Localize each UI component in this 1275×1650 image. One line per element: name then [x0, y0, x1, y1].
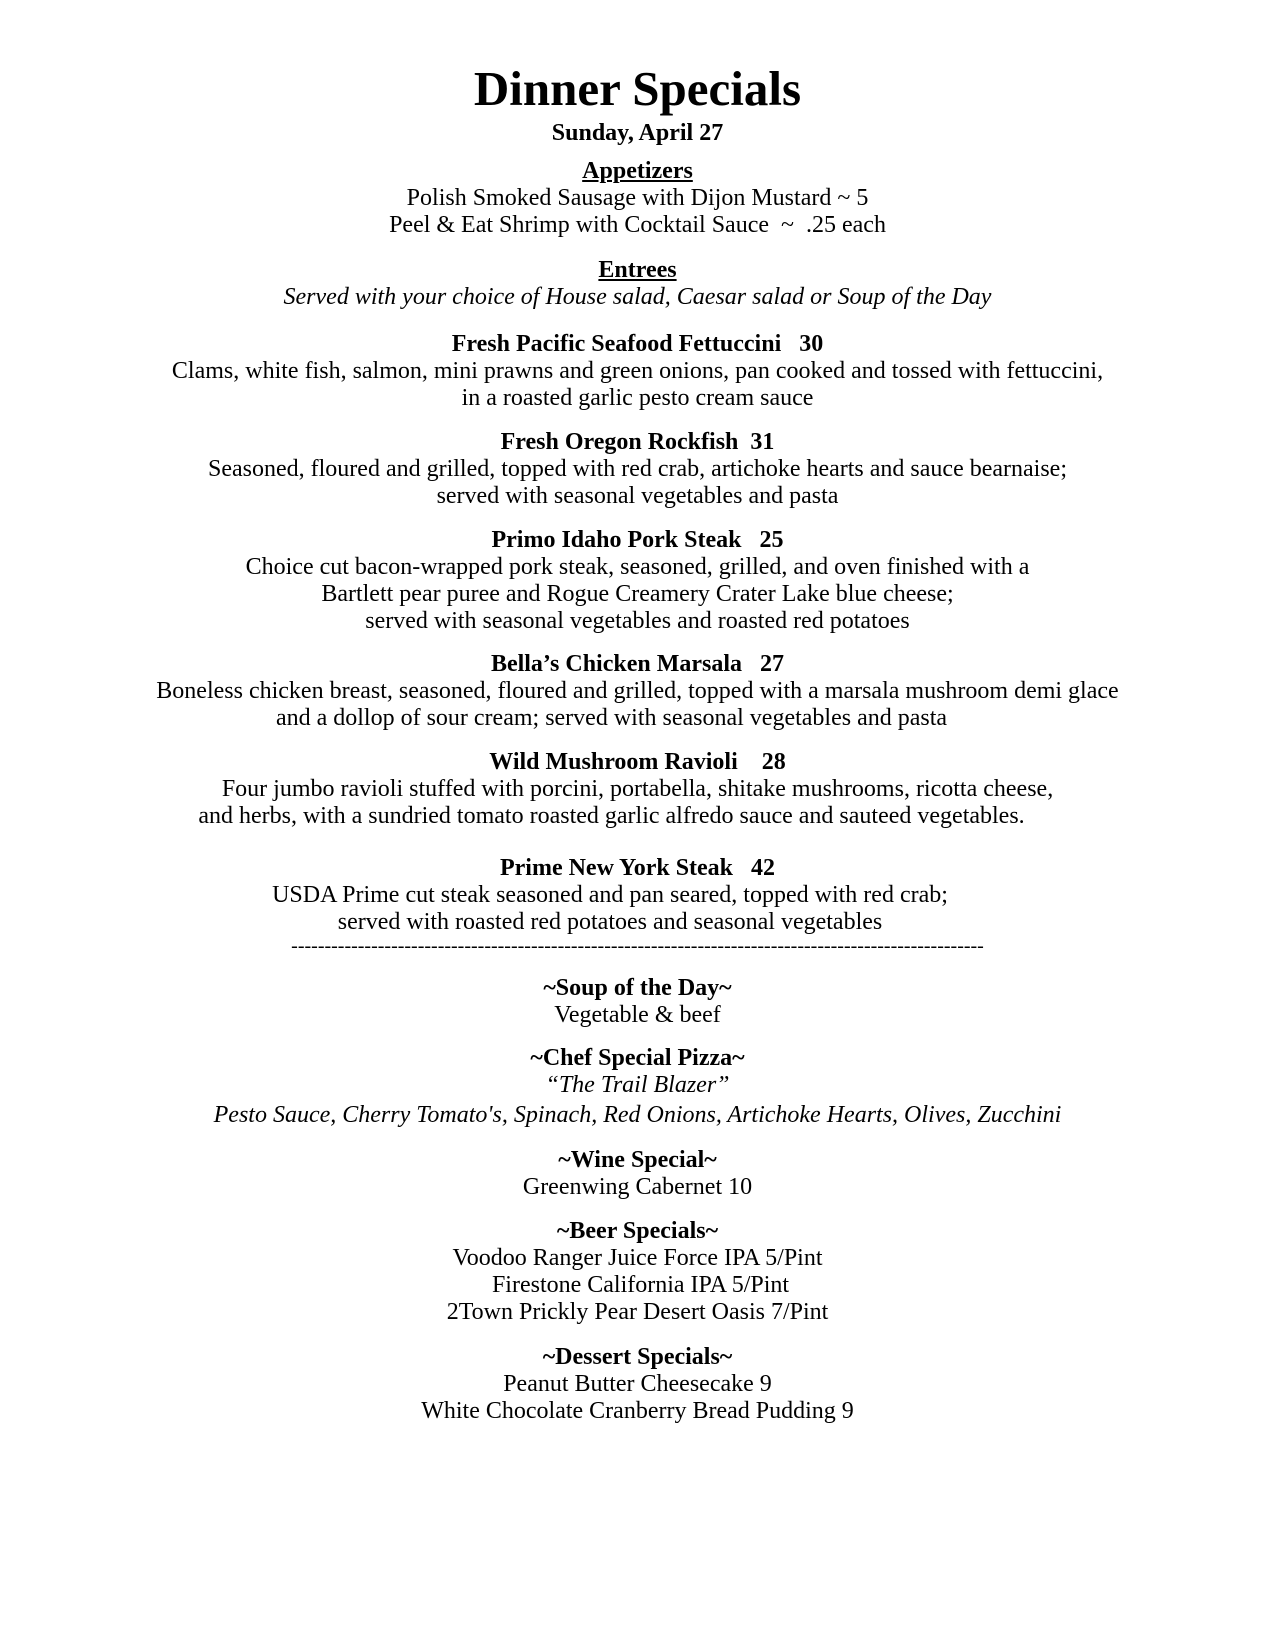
appetizers-heading: Appetizers: [582, 158, 693, 184]
entree-description: served with roasted red potatoes and seasonal vegetables: [337, 909, 883, 935]
menu-date: Sunday, April 27: [551, 120, 724, 146]
dessert-heading: ~Dessert Specials~: [542, 1344, 733, 1370]
page-title: Dinner Specials: [473, 61, 802, 116]
section-divider: --------------------------------------------------------------------------------------------------------: [291, 935, 984, 957]
entrees-note: Served with your choice of House salad, Caesar salad or Soup of the Day: [283, 284, 992, 310]
pizza-heading: ~Chef Special Pizza~: [530, 1045, 745, 1071]
beer-item: Firestone California IPA 5/Pint: [485, 1272, 790, 1298]
entree-description: Four jumbo ravioli stuffed with porcini, portabella, shitake mushrooms, ricotta cheese,: [221, 776, 1054, 802]
pizza-name: “The Trail Blazer”: [545, 1072, 730, 1098]
entree-description: served with seasonal vegetables and pasta: [436, 483, 839, 509]
entree-description: Clams, white fish, salmon, mini prawns and green onions, pan cooked and tossed with fettuccini,: [171, 358, 1104, 384]
soup-heading: ~Soup of the Day~: [543, 975, 732, 1001]
entree-title: Fresh Pacific Seafood Fettuccini 30: [451, 331, 824, 357]
soup-item: Vegetable & beef: [554, 1002, 721, 1028]
entree-description: Seasoned, floured and grilled, topped with red crab, artichoke hearts and sauce bearnaise;: [208, 456, 1067, 482]
beer-heading: ~Beer Specials~: [556, 1218, 719, 1244]
wine-item: Greenwing Cabernet 10: [522, 1174, 753, 1200]
entree-title: Fresh Oregon Rockfish 31: [500, 429, 775, 455]
appetizer-item: Peel & Eat Shrimp with Cocktail Sauce ~ .25 each: [389, 212, 886, 238]
entree-description: Boneless chicken breast, seasoned, floured and grilled, topped with a marsala mushroom demi glace: [156, 678, 1119, 704]
entree-description: in a roasted garlic pesto cream sauce: [461, 385, 814, 411]
entree-description: USDA Prime cut steak seasoned and pan seared, topped with red crab;: [272, 882, 948, 908]
entree-description: Bartlett pear puree and Rogue Creamery Crater Lake blue cheese;: [321, 581, 954, 607]
entree-title: Bella’s Chicken Marsala 27: [490, 651, 785, 677]
entree-description: served with seasonal vegetables and roasted red potatoes: [365, 608, 910, 634]
entree-title: Primo Idaho Pork Steak 25: [491, 527, 784, 553]
beer-item: 2Town Prickly Pear Desert Oasis 7/Pint: [446, 1299, 829, 1325]
entree-description: and a dollop of sour cream; served with seasonal vegetables and pasta: [275, 705, 948, 731]
appetizer-item: Polish Smoked Sausage with Dijon Mustard ~ 5: [406, 185, 869, 211]
entree-description: and herbs, with a sundried tomato roasted garlic alfredo sauce and sauteed vegetables.: [198, 803, 1025, 829]
pizza-toppings: Pesto Sauce, Cherry Tomato's, Spinach, Red Onions, Artichoke Hearts, Olives, Zucchini: [213, 1102, 1062, 1128]
dessert-item: White Chocolate Cranberry Bread Pudding 9: [421, 1398, 854, 1424]
entree-title: Prime New York Steak 42: [499, 855, 776, 881]
entree-description: Choice cut bacon-wrapped pork steak, seasoned, grilled, and oven finished with a: [245, 554, 1030, 580]
entree-title: Wild Mushroom Ravioli 28: [489, 749, 786, 775]
entrees-heading: Entrees: [598, 257, 677, 283]
dessert-item: Peanut Butter Cheesecake 9: [503, 1371, 772, 1397]
beer-item: Voodoo Ranger Juice Force IPA 5/Pint: [452, 1245, 823, 1271]
wine-heading: ~Wine Special~: [558, 1147, 717, 1173]
